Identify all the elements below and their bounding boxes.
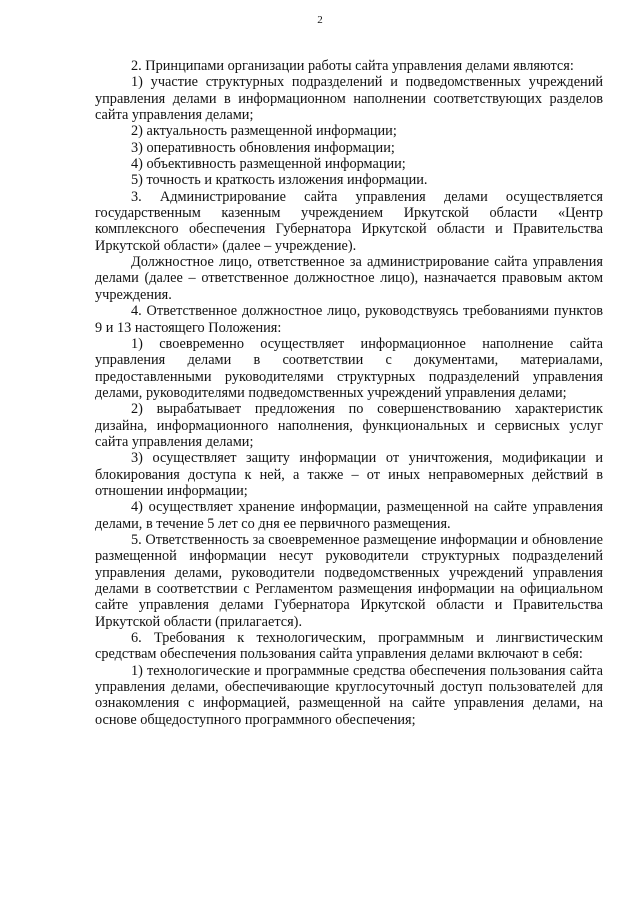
paragraph-13: 4) осуществляет хранение информации, размещенной на сайте управления делами, в течение 5 лет со дня ее первичного размещения. bbox=[95, 499, 603, 532]
paragraph-10: 1) своевременно осуществляет информационное наполнение сайта управления делами в соответствии с документами, материалами, предоставленными руководителями структурных подразделений управления делами, руководителями подведомственных учреждений управления делами; bbox=[95, 335, 603, 401]
paragraph-8: Должностное лицо, ответственное за администрирование сайта управления делами (далее – ответственное должностное лицо), назначается правовым актом учреждения. bbox=[95, 254, 603, 303]
paragraph-16: 1) технологические и программные средства обеспечения пользования сайта управления делами, обеспечивающие круглосуточный доступ пользователей для ознакомления с информацией, размещенной на сайте управления делами, на основе общедоступного программного обеспечения; bbox=[95, 662, 603, 728]
paragraph-9: 4. Ответственное должностное лицо, руководствуясь требованиями пунктов 9 и 13 настоящего Положения: bbox=[95, 303, 603, 336]
paragraph-12: 3) осуществляет защиту информации от уничтожения, модификации и блокирования доступа к ней, а также – от иных неправомерных действий в отношении информации; bbox=[95, 450, 603, 499]
page-number: 2 bbox=[317, 14, 323, 26]
paragraph-2: 1) участие структурных подразделений и подведомственных учреждений управления делами в информационном наполнении соответствующих разделов сайта управления делами; bbox=[95, 74, 603, 124]
paragraph-1: 2. Принципами организации работы сайта управления делами являются: bbox=[131, 58, 574, 74]
paragraph-5: 4) объективность размещенной информации; bbox=[131, 156, 406, 173]
paragraph-3: 2) актуальность размещенной информации; bbox=[131, 123, 397, 140]
paragraph-14: 5. Ответственность за своевременное размещение информации и обновление размещенной информации несут руководители структурных подразделений управления делами, руководители подведомственных учреждений управления делами в соответствии с Регламентом размещения информации на официальном сайте управления делами Губернатора Иркутской области и Правительства Иркутской области (прилагается). bbox=[95, 531, 603, 630]
paragraph-11: 2) вырабатывает предложения по совершенствованию характеристик дизайна, информационного наполнения, функциональных и сервисных услуг сайта управления делами; bbox=[95, 401, 603, 450]
paragraph-6: 5) точность и краткость изложения информации. bbox=[131, 172, 428, 189]
paragraph-7: 3. Администрирование сайта управления делами осуществляется государственным казенным учреждением Иркутской области «Центр комплексного обеспечения Губернатора Иркутской области и Правительства Иркутской области» (далее – учреждение). bbox=[95, 188, 603, 254]
document-body bbox=[95, 58, 603, 728]
paragraph-4: 3) оперативность обновления информации; bbox=[131, 139, 395, 156]
paragraph-15: 6. Требования к технологическим, программным и лингвистическим средствам обеспечения пользования сайта управления делами включают в себя: bbox=[95, 630, 603, 663]
